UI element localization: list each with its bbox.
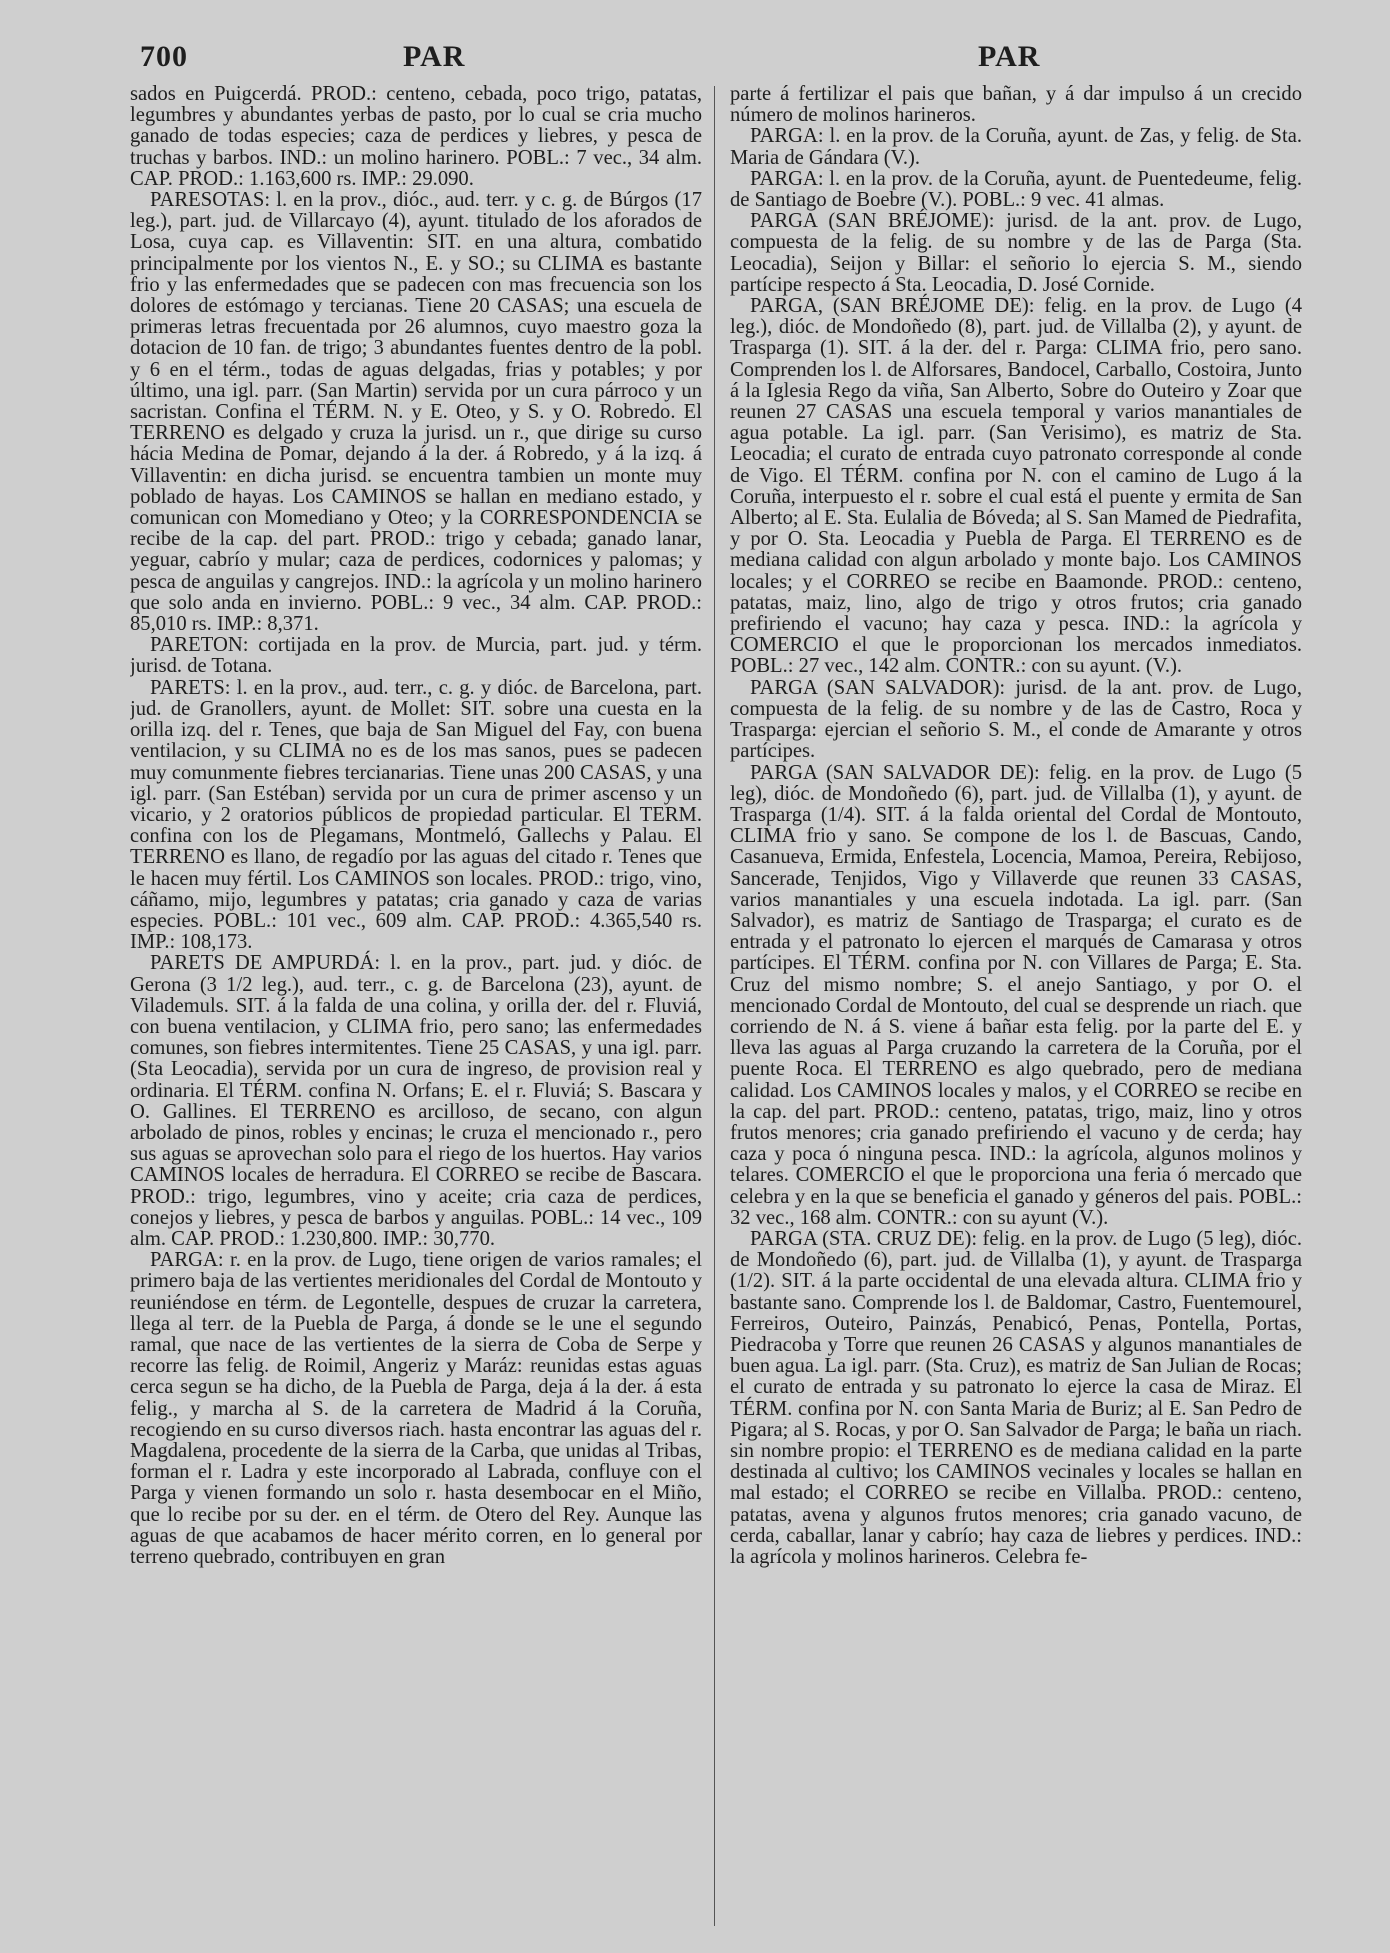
entry-paragraph: PARGA: l. en la prov. de la Coruña, ayunt. de Zas, y felig. de Sta. Maria de Gándara (V.). — [730, 125, 1302, 169]
entry-paragraph: PARETON: cortijada en la prov. de Murcia, part. jud. y térm. jurisd. de Totana. — [130, 634, 702, 678]
entry-paragraph: PARGA (STA. CRUZ DE): felig. en la prov. de Lugo (5 leg), dióc. de Mondoñedo (6), part. jud. de Villalba (1), y ayunt. de Trasparga (1/2). SIT. á la parte occidental de una elevada altura. CLIMA frio y bastante sano. Comprende los l. de Baldomar, Castro, Fuentemourel, Ferreiros, Outeiro, Painzás, Penabicó, Penas, Pontella, Portas, Piedracoba y Torre que reunen 26 CASAS y algunos manantiales de buen agua. La igl. parr. (Sta. Cruz), es matriz de San Julian de Rocas; el curato de entrada y su patronato lo ejerce la casa de Miraz. El TÉRM. confina por N. con Santa Maria de Buriz; al E. San Pedro de Pigara; al S. Rocas, y por O. San Salvador de Parga; le baña un riach. sin nombre propio: el TERRENO es de mediana calidad en la parte destinada al cultivo; los CAMINOS vecinales y locales se hallan en mal estado; el CORREO se recibe en Villalba. PROD.: centeno, patatas, avena y algunos frutos menores; cria ganado vacuno, de cerda, caballar, lanar y cabrío; hay caza de liebres y perdices. IND.: la agrícola y molinos harineros. Celebra fe- — [730, 1227, 1302, 1569]
entry-paragraph: PARGA (SAN SALVADOR DE): felig. en la prov. de Lugo (5 leg), dióc. de Mondoñedo (6), part. jud. de Villalba (1), y ayunt. de Trasparga (1/4). SIT. á la falda oriental del Cordal de Montouto, CLIMA frio y sano. Se compone de los l. de Bascuas, Cando, Casanueva, Ermida, Enfestela, Locencia, Mamoa, Pereira, Rebijoso, Sancerade, Tenjidos, Vigo y Villaverde que reunen 33 CASAS, varios manantiales y una escuela indotada. La igl. parr. (San Salvador), es matriz de Santiago de Trasparga; el curato es de entrada y el patronato lo ejercen el marqués de Camarasa y otros partícipes. El TÉRM. confina por N. con Villares de Parga; E. Sta. Cruz del mismo nombre; S. el anejo Santiago, y por O. el mencionado Cordal de Montouto, del cual se desprende un riach. que corriendo de N. á S. viene á bañar esta felig. por la parte del E. y lleva las aguas al Parga cruzando la carretera de la Coruña, por el puente Roca. El TERRENO es algo quebrado, pero de mediana calidad. Los CAMINOS locales y malos, y el CORREO se recibe en la cap. del part. PROD.: centeno, patatas, trigo, maiz, lino y otros frutos menores; cria ganado prefiriendo el vacuno y de cerda; hay caza y poca ó ninguna pesca. IND.: la agrícola, algunos molinos y telares. COMERCIO el que le proporciona una feria ó mercado que celebra y en la que se beneficia el ganado y géneros del pais. POBL.: 32 vec., 168 alm. CONTR.: con su ayunt (V.). — [730, 761, 1302, 1229]
entry-paragraph: PARGA: l. en la prov. de la Coruña, ayunt. de Puentedeume, felig. de Santiago de Boebre (V.). POBL.: 9 vec. 41 almas. — [730, 167, 1302, 212]
entry-paragraph: PARESOTAS: l. en la prov., dióc., aud. terr. y c. g. de Búrgos (17 leg.), part. jud. de Villarcayo (4), ayunt. titulado de los aforados de Losa, cuya cap. es Villaventin: SIT. en una altura, combatido principalmente por los vientos N., E. y SO.; su CLIMA es bastante frio y las enfermedades que se padecen con mas frecuencia son los dolores de estómago y tercianas. Tiene 20 CASAS; una escuela de primeras letras frecuentada por 26 alumnos, cuyo maestro goza la dotacion de 10 fan. de trigo; 3 abundantes fuentes dentro de la pobl. y 6 en el térm., todas de aguas delgadas, frias y potables; y por último, una igl. parr. (San Martin) servida por un cura párroco y un sacristan. Confina el TÉRM. N. y E. Oteo, y S. y O. Robredo. El TERRENO es delgado y cruza la jurisd. un r., que dirige su curso hácia Medina de Pomar, dejando á la der. á Robredo, y á la izq. á Villaventin: en dicha jurisd. se encuentra tambien un monte muy poblado de hayas. Los CAMINOS se hallan en mediano estado, y comunican con Momediano y Oteo; y la CORRESPONDENCIA se recibe de la cap. del part. PROD.: trigo y cebada; ganado lanar, yeguar, cabrío y mular; caza de perdices, codornices y palomas; y pesca de anguilas y cangrejos. IND.: la agrícola y un molino harinero que solo anda en invierno. POBL.: 9 vec., 34 alm. CAP. PROD.: 85,010 rs. IMP.: 8,371. — [130, 189, 702, 636]
entry-paragraph: PARGA: r. en la prov. de Lugo, tiene origen de varios ramales; el primero baja de las vertientes meridionales del Cordal de Montouto y reuniéndose en térm. de Legontelle, despues de cruzar la carretera, llega al terr. de la Puebla de Parga, á donde se le une el segundo ramal, que nace de las vertientes de la sierra de Coba de Serpe y recorre las felig. de Roimil, Angeriz y Maráz: reunidas estas aguas cerca segun se ha dicho, de la Puebla de Parga, deja á la der. á esta felig., y marcha al S. de la carretera de Madrid á la Coruña, recogiendo en su curso diversos riach. hasta encontrar las aguas del r. Magdalena, procedente de la sierra de la Carba, que unidas al Tribas, forman el r. Ladra y este incorporado al Labrada, confluye con el Parga y vienen formando un solo r. hasta desembocar en el Miño, que lo recibe por su der. en el térm. de Otero del Rey. Aunque las aguas de que acabamos de hacer mérito corren, en lo general por terreno quebrado, contribuyen en gran — [130, 1249, 702, 1569]
header-word-right: PAR — [978, 40, 1041, 73]
page-number: 700 — [140, 40, 188, 73]
header-word-left: PAR — [403, 40, 466, 73]
entry-paragraph: PARGA, (SAN BRÉJOME DE): felig. en la prov. de Lugo (4 leg.), dióc. de Mondoñedo (8), part. jud. de Villalba (2), y ayunt. de Trasparga (1). SIT. á la der. del r. Parga: CLIMA frio, pero sano. Comprenden los l. de Alforsares, Bandocel, Carballo, Costoira, Junto á la Iglesia Rego da viña, San Alberto, Sobre do Outeiro y Zoar que reunen 27 CASAS una escuela temporal y varios manantiales de agua potable. La igl. parr. (San Verisimo), es matriz de Sta. Leocadia; el curato de entrada cuyo patronato corresponde al conde de Vigo. El TÉRM. confina por N. con el camino de Lugo á la Coruña, interpuesto el r. sobre el cual está el puente y ermita de San Alberto; al E. Sta. Eulalia de Bóveda; al S. San Mamed de Piedrafita, y por O. Sta. Leocadia y Puebla de Parga. El TERRENO es de mediana calidad con algun arbolado y monte bajo. Los CAMINOS locales; y el CORREO se recibe en Baamonde. PROD.: centeno, patatas, maiz, lino, algo de trigo y otros frutos; cria ganado prefiriendo el vacuno; hay caza y pesca. IND.: la agrícola y COMERCIO el que le proporcionan los mercados inmediatos. POBL.: 27 vec., 142 alm. CONTR.: con su ayunt. (V.). — [730, 295, 1302, 678]
entry-paragraph: parte á fertilizar el pais que bañan, y á dar impulso á un crecido número de molinos harineros. — [730, 84, 1302, 127]
entry-paragraph: PARETS DE AMPURDÁ: l. en la prov., part. jud. y dióc. de Gerona (3 1/2 leg.), aud. terr., c. g. de Barcelona (23), ayunt. de Vilademuls. SIT. á la falda de una colina, y orilla der. del r. Fluviá, con buena ventilacion, y CLIMA frio, pero sano; las enfermedades comunes, son fiebres intermitentes. Tiene 25 CASAS, y una igl. parr. (Sta Leocadia), servida por un cura de ingreso, de provision real y ordinaria. El TÉRM. confina N. Orfans; E. el r. Fluviá; S. Bascara y O. Gallines. El TERRENO es arcilloso, de secano, con algun arbolado de pinos, robles y encinas; le cruza el mencionado r., pero sus aguas se aprovechan solo para el riego de los huertos. Hay varios CAMINOS locales de herradura. El CORREO se recibe de Bascara. PROD.: trigo, legumbres, vino y aceite; cria caza de perdices, conejos y liebres, y pesca de barbos y anguilas. POBL.: 14 vec., 109 alm. CAP. PROD.: 1.230,800. IMP.: 30,770. — [130, 952, 702, 1250]
entry-paragraph: PARETS: l. en la prov., aud. terr., c. g. y dióc. de Barcelona, part. jud. de Granollers, ayunt. de Mollet: SIT. sobre una cuesta en la orilla izq. del r. Tenes, que baja de San Miguel del Fay, con buena ventilacion, y su CLIMA no es de los mas sanos, pues se padecen muy comunmente fiebres tercianarias. Tiene unas 200 CASAS, y una igl. parr. (San Estéban) servida por un cura de primer ascenso y un vicario, y 2 oratorios públicos de propiedad particular. El TERM. confina con los de Plegamans, Montmeló, Gallechs y Palau. El TERRENO es llano, de regadío por las aguas del citado r. Tenes que le hacen muy fértil. Los CAMINOS son locales. PROD.: trigo, vino, cáñamo, mijo, legumbres y patatas; cria ganado y caza de varias especies. POBL.: 101 vec., 609 alm. CAP. PROD.: 4.365,540 rs. IMP.: 108,173. — [130, 676, 702, 954]
text-column-left — [130, 84, 702, 1939]
entry-paragraph: PARGA (SAN SALVADOR): jurisd. de la ant. prov. de Lugo, compuesta de la felig. de su nombre y de las de Castro, Roca y Trasparga: ejercian el señorio S. M., el conde de Amarante y otros partícipes. — [730, 676, 1302, 763]
entry-paragraph: sados en Puigcerdá. PROD.: centeno, cebada, poco trigo, patatas, legumbres y abundantes yerbas de pasto, por lo cual se cria mucho ganado de todas especies; caza de perdices y liebres, y pesca de truchas y barbos. IND.: un molino harinero. POBL.: 7 vec., 34 alm. CAP. PROD.: 1.163,600 rs. IMP.: 29.090. — [130, 84, 702, 190]
text-column-right — [730, 84, 1302, 1939]
column-divider — [714, 86, 715, 1926]
entry-paragraph: PARGA (SAN BRÉJOME): jurisd. de la ant. prov. de Lugo, compuesta de la felig. de su nombre y de las de Parga (Sta. Leocadia), Seijon y Billar: el señorio lo ejercia S. M., siendo partícipe respecto á Sta. Leocadia, D. José Cornide. — [730, 210, 1302, 296]
running-header — [0, 40, 1390, 80]
